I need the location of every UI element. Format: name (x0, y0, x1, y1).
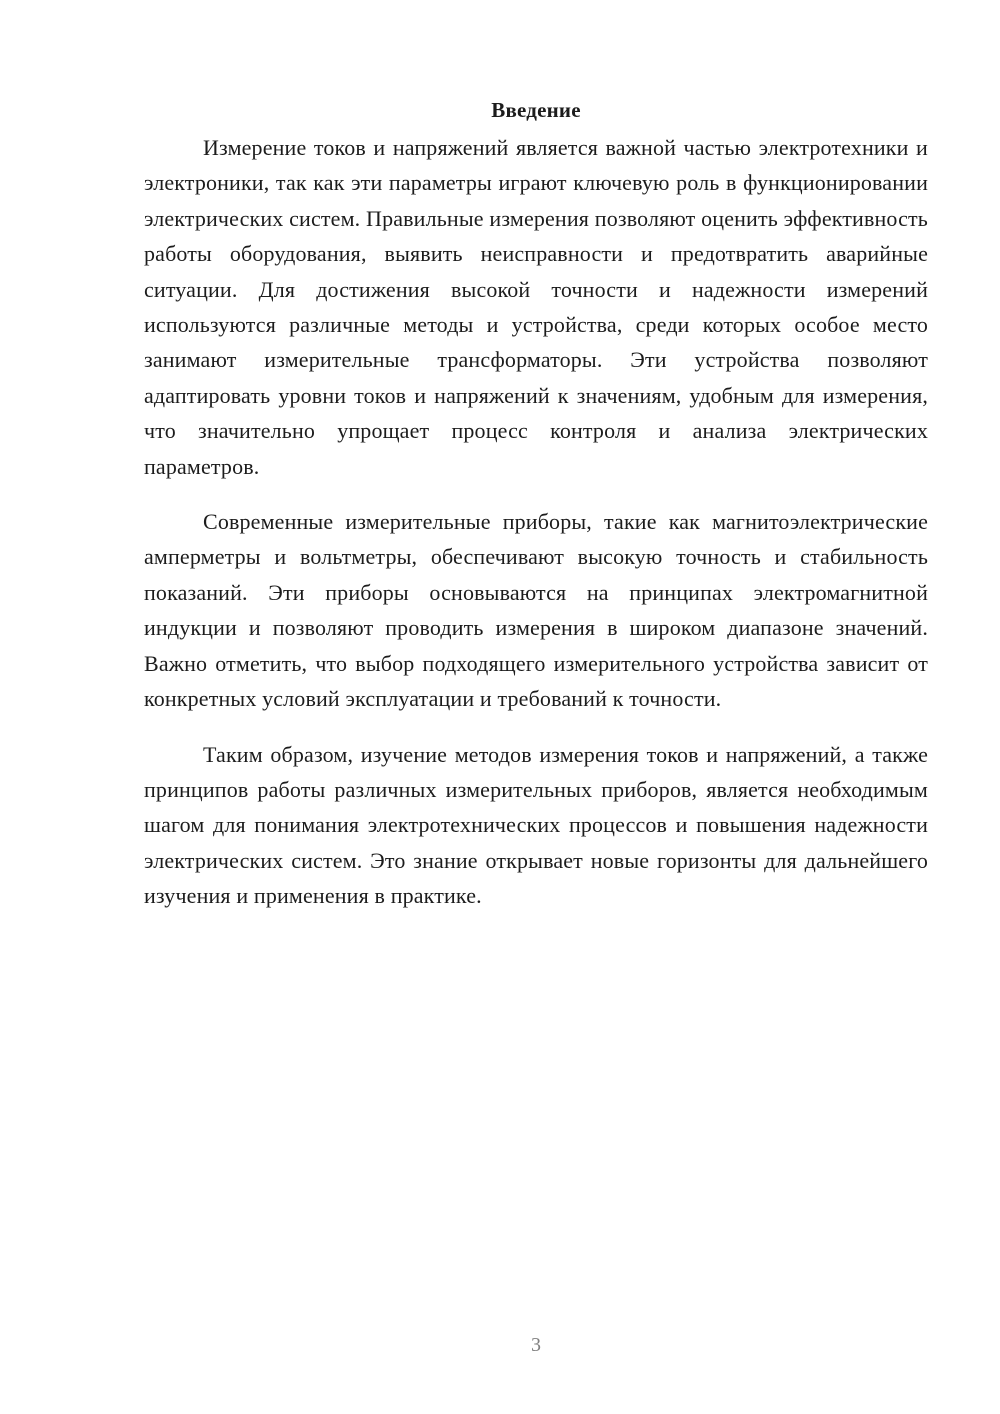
paragraph-2: Современные измерительные приборы, такие как магнитоэлектрические амперметры и вольтметры, обеспечивают высокую точность и стабильность показаний. Эти приборы основываются на принципах электромагнитной индукции и позволяют проводить измерения в широком диапазоне значений. Важно отметить, что выбор подходящего измерительного устройства зависит от конкретных условий эксплуатации и требований к точности. (144, 509, 928, 712)
page-content (144, 96, 928, 934)
page-number: 3 (531, 1334, 541, 1356)
section-heading: Введение (491, 98, 581, 122)
paragraph-1: Измерение токов и напряжений является важной частью электротехники и электроники, так как эти параметры играют ключевую роль в функционировании электрических систем. Правильные измерения позволяют оценить эффективность работы оборудования, выявить неисправности и предотвратить аварийные ситуации. Для достижения высокой точности и надежности измерений используются различные методы и устройства, среди которых особое место занимают измерительные трансформаторы. Эти устройства позволяют адаптировать уровни токов и напряжений к значениям, удобным для измерения, что значительно упрощает процесс контроля и анализа электрических параметров. (144, 135, 928, 479)
paragraph-3: Таким образом, изучение методов измерения токов и напряжений, а также принципов работы различных измерительных приборов, является необходимым шагом для понимания электротехнических процессов и повышения надежности электрических систем. Это знание открывает новые горизонты для дальнейшего изучения и применения в практике. (144, 741, 928, 909)
